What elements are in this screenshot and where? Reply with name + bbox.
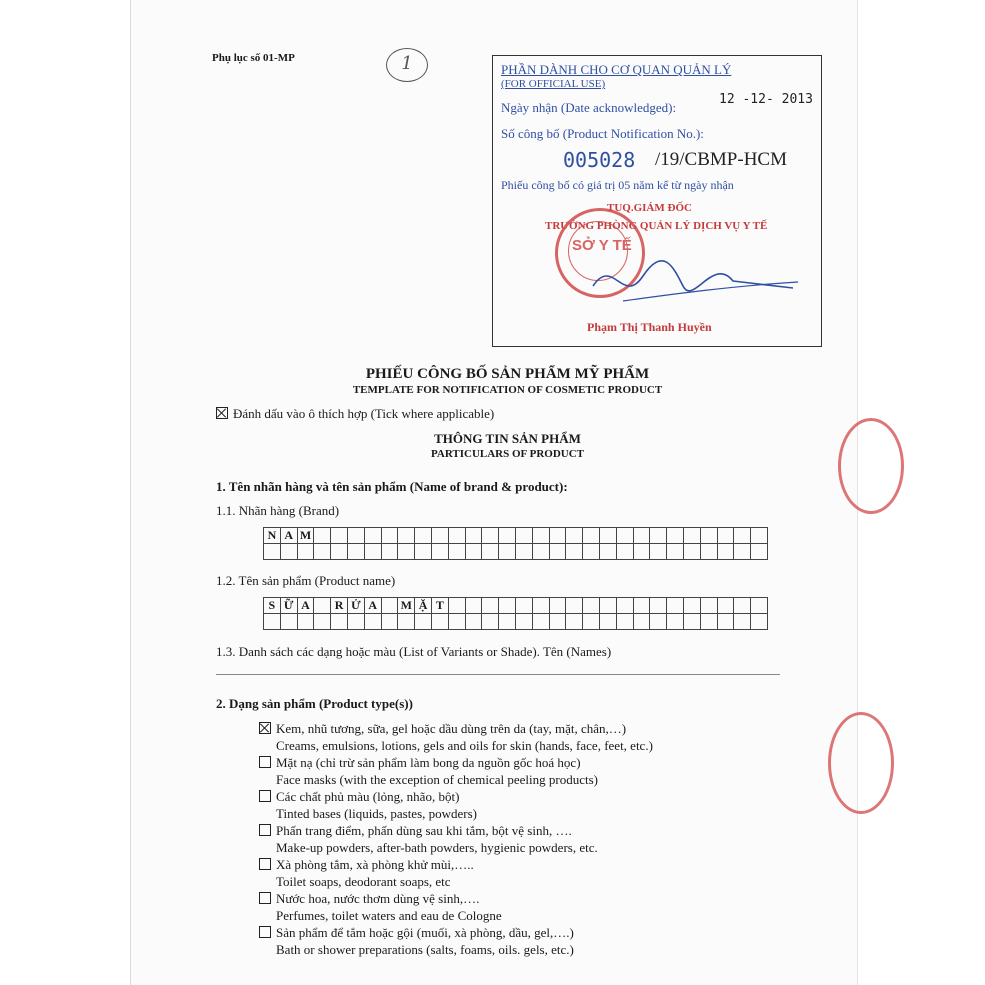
- grid-cell[interactable]: [633, 614, 650, 630]
- product-type-item: [259, 890, 653, 924]
- grid-cell[interactable]: [667, 528, 684, 544]
- grid-cell[interactable]: [532, 544, 549, 560]
- grid-row: [264, 598, 768, 614]
- grid-cell[interactable]: [650, 528, 667, 544]
- side-seal-bottom: [828, 712, 894, 814]
- grid-cell[interactable]: [482, 528, 499, 544]
- grid-cell[interactable]: [431, 528, 448, 544]
- grid-cell[interactable]: [381, 598, 398, 614]
- grid-cell[interactable]: [280, 614, 297, 630]
- product-name-label: 1.2. Tên sản phẩm (Product name): [216, 573, 396, 588]
- unchecked-checkbox[interactable]: [259, 824, 271, 836]
- unchecked-checkbox[interactable]: [259, 858, 271, 870]
- grid-cell[interactable]: T: [431, 598, 448, 614]
- grid-cell[interactable]: [616, 614, 633, 630]
- grid-cell[interactable]: [314, 614, 331, 630]
- side-seal-top: [838, 418, 904, 514]
- grid-cell[interactable]: [549, 598, 566, 614]
- grid-cell[interactable]: [532, 614, 549, 630]
- grid-cell[interactable]: [616, 544, 633, 560]
- grid-cell[interactable]: A: [280, 528, 297, 544]
- grid-cell[interactable]: [381, 614, 398, 630]
- grid-cell[interactable]: M: [398, 598, 415, 614]
- handwritten-signature: [583, 246, 803, 316]
- grid-cell[interactable]: [264, 614, 281, 630]
- grid-cell[interactable]: [264, 544, 281, 560]
- handwritten-page-number: 1: [386, 48, 428, 82]
- grid-cell[interactable]: [515, 614, 532, 630]
- product-type-vn-text: Phấn trang điểm, phấn dùng sau khi tắm, bột vệ sinh, ….: [276, 823, 572, 838]
- grid-cell[interactable]: [650, 598, 667, 614]
- section-title-vn: THÔNG TIN SẢN PHẨM: [434, 431, 581, 446]
- grid-cell[interactable]: [499, 528, 516, 544]
- grid-cell[interactable]: [667, 544, 684, 560]
- official-use-box: [492, 55, 822, 347]
- product-type-vn-text: Nước hoa, nước thơm dùng vệ sinh,….: [276, 891, 480, 906]
- grid-cell[interactable]: [566, 528, 583, 544]
- grid-cell[interactable]: [734, 528, 751, 544]
- grid-cell[interactable]: [700, 528, 717, 544]
- grid-cell[interactable]: [751, 544, 768, 560]
- grid-cell[interactable]: [616, 598, 633, 614]
- grid-cell[interactable]: [717, 544, 734, 560]
- grid-cell[interactable]: [398, 528, 415, 544]
- unchecked-checkbox[interactable]: [259, 926, 271, 938]
- grid-cell[interactable]: [347, 544, 364, 560]
- appendix-label: Phụ lục số 01-MP: [212, 52, 295, 64]
- product-type-item: [259, 754, 653, 788]
- checked-checkbox[interactable]: [259, 722, 271, 734]
- product-type-vn: [259, 754, 653, 771]
- grid-cell[interactable]: [599, 528, 616, 544]
- official-box-subtitle: (FOR OFFICIAL USE): [501, 78, 606, 90]
- grid-cell[interactable]: [633, 528, 650, 544]
- grid-cell[interactable]: [583, 528, 600, 544]
- form-title-en: TEMPLATE FOR NOTIFICATION OF COSMETIC PRODUCT: [352, 384, 663, 396]
- grid-cell[interactable]: [398, 544, 415, 560]
- signatory-title-2: TRƯỞNG PHÒNG QUẢN LÝ DỊCH VỤ Y TẾ: [545, 220, 768, 232]
- product-type-vn-text: Sản phẩm để tắm hoặc gội (muối, xà phòng, dầu, gel,….): [276, 925, 574, 940]
- section-1-heading: 1. Tên nhãn hàng và tên sản phẩm (Name of brand & product):: [216, 479, 568, 494]
- grid-cell[interactable]: [751, 614, 768, 630]
- product-type-item: [259, 788, 653, 822]
- validity-note: Phiếu công bố có giá trị 05 năm kể từ ngày nhận: [501, 178, 734, 192]
- product-type-en: Make-up powders, after-bath powders, hygienic powders, etc.: [276, 840, 598, 855]
- product-name-char-grid[interactable]: [263, 597, 768, 630]
- grid-cell[interactable]: [515, 598, 532, 614]
- product-type-item: [259, 856, 653, 890]
- signatory-title-1: TUQ.GIÁM ĐỐC: [607, 202, 692, 214]
- unchecked-checkbox[interactable]: [259, 892, 271, 904]
- grid-cell[interactable]: A: [297, 598, 314, 614]
- grid-cell[interactable]: [482, 614, 499, 630]
- grid-row: [264, 528, 768, 544]
- product-type-list: [259, 720, 653, 958]
- grid-cell[interactable]: [381, 528, 398, 544]
- grid-cell[interactable]: [482, 598, 499, 614]
- date-acknowledged-value: 12 -12- 2013: [719, 92, 813, 107]
- grid-cell[interactable]: [633, 544, 650, 560]
- grid-cell[interactable]: [331, 544, 348, 560]
- official-box-title: PHẦN DÀNH CHO CƠ QUAN QUẢN LÝ: [501, 62, 732, 77]
- unchecked-checkbox[interactable]: [259, 756, 271, 768]
- grid-cell[interactable]: [465, 528, 482, 544]
- grid-cell[interactable]: [566, 598, 583, 614]
- grid-cell[interactable]: Ữ: [280, 598, 297, 614]
- grid-cell[interactable]: [448, 598, 465, 614]
- product-type-en: Tinted bases (liquids, pastes, powders): [276, 806, 478, 821]
- grid-cell[interactable]: [314, 528, 331, 544]
- grid-cell[interactable]: [297, 544, 314, 560]
- grid-cell[interactable]: [465, 598, 482, 614]
- notification-number-value: 005028: [563, 148, 636, 172]
- product-type-vn: [259, 788, 653, 805]
- section-title-en: PARTICULARS OF PRODUCT: [430, 448, 584, 460]
- product-type-vn-text: Kem, nhũ tương, sữa, gel hoặc dầu dùng trên da (tay, mặt, chân,…): [276, 721, 627, 736]
- grid-cell[interactable]: [599, 544, 616, 560]
- grid-cell[interactable]: [431, 614, 448, 630]
- grid-cell[interactable]: [751, 598, 768, 614]
- grid-cell[interactable]: [347, 528, 364, 544]
- variants-label: 1.3. Danh sách các dạng hoặc màu (List of Variants or Shade). Tên (Names): [216, 644, 612, 659]
- grid-cell[interactable]: [465, 614, 482, 630]
- grid-cell[interactable]: [751, 528, 768, 544]
- product-type-vn-text: Các chất phủ màu (lỏng, nhão, bột): [276, 789, 460, 804]
- product-type-vn: [259, 720, 653, 737]
- grid-cell[interactable]: N: [264, 528, 281, 544]
- grid-cell[interactable]: [499, 598, 516, 614]
- grid-cell[interactable]: [347, 614, 364, 630]
- product-type-vn: [259, 924, 653, 941]
- grid-cell[interactable]: [549, 544, 566, 560]
- tick-instruction: [216, 406, 494, 422]
- grid-cell[interactable]: [599, 598, 616, 614]
- grid-cell[interactable]: [381, 544, 398, 560]
- grid-cell[interactable]: [717, 598, 734, 614]
- grid-cell[interactable]: [566, 544, 583, 560]
- brand-char-grid[interactable]: [263, 527, 768, 560]
- grid-cell[interactable]: [599, 614, 616, 630]
- grid-cell[interactable]: [583, 544, 600, 560]
- grid-cell[interactable]: [633, 598, 650, 614]
- grid-cell[interactable]: [683, 528, 700, 544]
- product-type-vn-text: Mặt nạ (chỉ trừ sản phẩm làm bong da nguồn gốc hoá học): [276, 755, 581, 770]
- grid-cell[interactable]: [448, 614, 465, 630]
- checked-box-icon: [216, 407, 228, 419]
- product-type-item: [259, 822, 653, 856]
- notification-number-label: Số công bố (Product Notification No.):: [501, 126, 704, 141]
- seal-text: SỞ Y TẾ: [572, 237, 632, 254]
- brand-label: 1.1. Nhãn hàng (Brand): [216, 503, 340, 518]
- variants-divider: [216, 674, 780, 675]
- form-title-vn: PHIẾU CÔNG BỐ SẢN PHẨM MỸ PHẨM: [365, 366, 650, 382]
- grid-cell[interactable]: [683, 598, 700, 614]
- product-type-en: Face masks (with the exception of chemical peeling products): [276, 772, 599, 787]
- grid-cell[interactable]: [700, 544, 717, 560]
- product-type-en: Creams, emulsions, lotions, gels and oils for skin (hands, face, feet, etc.): [276, 738, 653, 753]
- grid-cell[interactable]: [700, 614, 717, 630]
- date-acknowledged-label: Ngày nhận (Date acknowledged):: [501, 100, 677, 115]
- grid-cell[interactable]: [717, 528, 734, 544]
- grid-cell[interactable]: R: [331, 598, 348, 614]
- grid-cell[interactable]: [532, 598, 549, 614]
- grid-cell[interactable]: [431, 544, 448, 560]
- grid-cell[interactable]: [532, 528, 549, 544]
- grid-cell[interactable]: [482, 544, 499, 560]
- unchecked-checkbox[interactable]: [259, 790, 271, 802]
- grid-cell[interactable]: M: [297, 528, 314, 544]
- grid-cell[interactable]: [364, 528, 381, 544]
- grid-cell[interactable]: [465, 544, 482, 560]
- product-type-en: Toilet soaps, deodorant soaps, etc: [276, 874, 451, 889]
- product-type-en: Bath or shower preparations (salts, foams, oils. gels, etc.): [276, 942, 574, 957]
- grid-row: [264, 614, 768, 630]
- grid-cell[interactable]: [734, 544, 751, 560]
- grid-cell[interactable]: [616, 528, 633, 544]
- grid-cell[interactable]: [683, 614, 700, 630]
- grid-cell[interactable]: [314, 544, 331, 560]
- grid-cell[interactable]: [515, 528, 532, 544]
- grid-cell[interactable]: [280, 544, 297, 560]
- grid-row: [264, 544, 768, 560]
- grid-cell[interactable]: [297, 614, 314, 630]
- grid-cell[interactable]: [331, 614, 348, 630]
- section-2-heading: 2. Dạng sản phẩm (Product type(s)): [216, 696, 413, 711]
- grid-cell[interactable]: [499, 614, 516, 630]
- product-type-vn-text: Xà phòng tắm, xà phòng khử mùi,…..: [276, 857, 474, 872]
- grid-cell[interactable]: [448, 544, 465, 560]
- product-type-vn: [259, 856, 653, 873]
- product-type-item: [259, 720, 653, 754]
- grid-cell[interactable]: [314, 598, 331, 614]
- grid-cell[interactable]: Ử: [347, 598, 364, 614]
- grid-cell[interactable]: [415, 528, 432, 544]
- grid-cell[interactable]: [734, 614, 751, 630]
- grid-cell[interactable]: [700, 598, 717, 614]
- grid-cell[interactable]: [515, 544, 532, 560]
- grid-cell[interactable]: [415, 614, 432, 630]
- grid-cell[interactable]: A: [364, 598, 381, 614]
- grid-cell[interactable]: [549, 528, 566, 544]
- grid-cell[interactable]: [398, 614, 415, 630]
- grid-cell[interactable]: Ặ: [415, 598, 432, 614]
- grid-cell[interactable]: S: [264, 598, 281, 614]
- tick-instruction-text: Đánh dấu vào ô thích hợp (Tick where applicable): [233, 406, 495, 421]
- grid-cell[interactable]: [566, 614, 583, 630]
- grid-cell[interactable]: [717, 614, 734, 630]
- grid-cell[interactable]: [331, 528, 348, 544]
- product-type-item: [259, 924, 653, 958]
- grid-cell[interactable]: [364, 614, 381, 630]
- grid-cell[interactable]: [667, 598, 684, 614]
- grid-cell[interactable]: [415, 544, 432, 560]
- grid-cell[interactable]: [667, 614, 684, 630]
- product-type-en: Perfumes, toilet waters and eau de Cologne: [276, 908, 502, 923]
- product-type-vn: [259, 890, 653, 907]
- grid-cell[interactable]: [499, 544, 516, 560]
- grid-cell[interactable]: [448, 528, 465, 544]
- grid-cell[interactable]: [583, 614, 600, 630]
- grid-cell[interactable]: [549, 614, 566, 630]
- notification-number-suffix: /19/CBMP-HCM: [655, 149, 787, 170]
- product-type-vn: [259, 822, 653, 839]
- grid-cell[interactable]: [734, 598, 751, 614]
- grid-cell[interactable]: [583, 598, 600, 614]
- signer-name: Phạm Thị Thanh Huyền: [587, 320, 712, 334]
- grid-cell[interactable]: [650, 544, 667, 560]
- grid-cell[interactable]: [650, 614, 667, 630]
- grid-cell[interactable]: [683, 544, 700, 560]
- grid-cell[interactable]: [364, 544, 381, 560]
